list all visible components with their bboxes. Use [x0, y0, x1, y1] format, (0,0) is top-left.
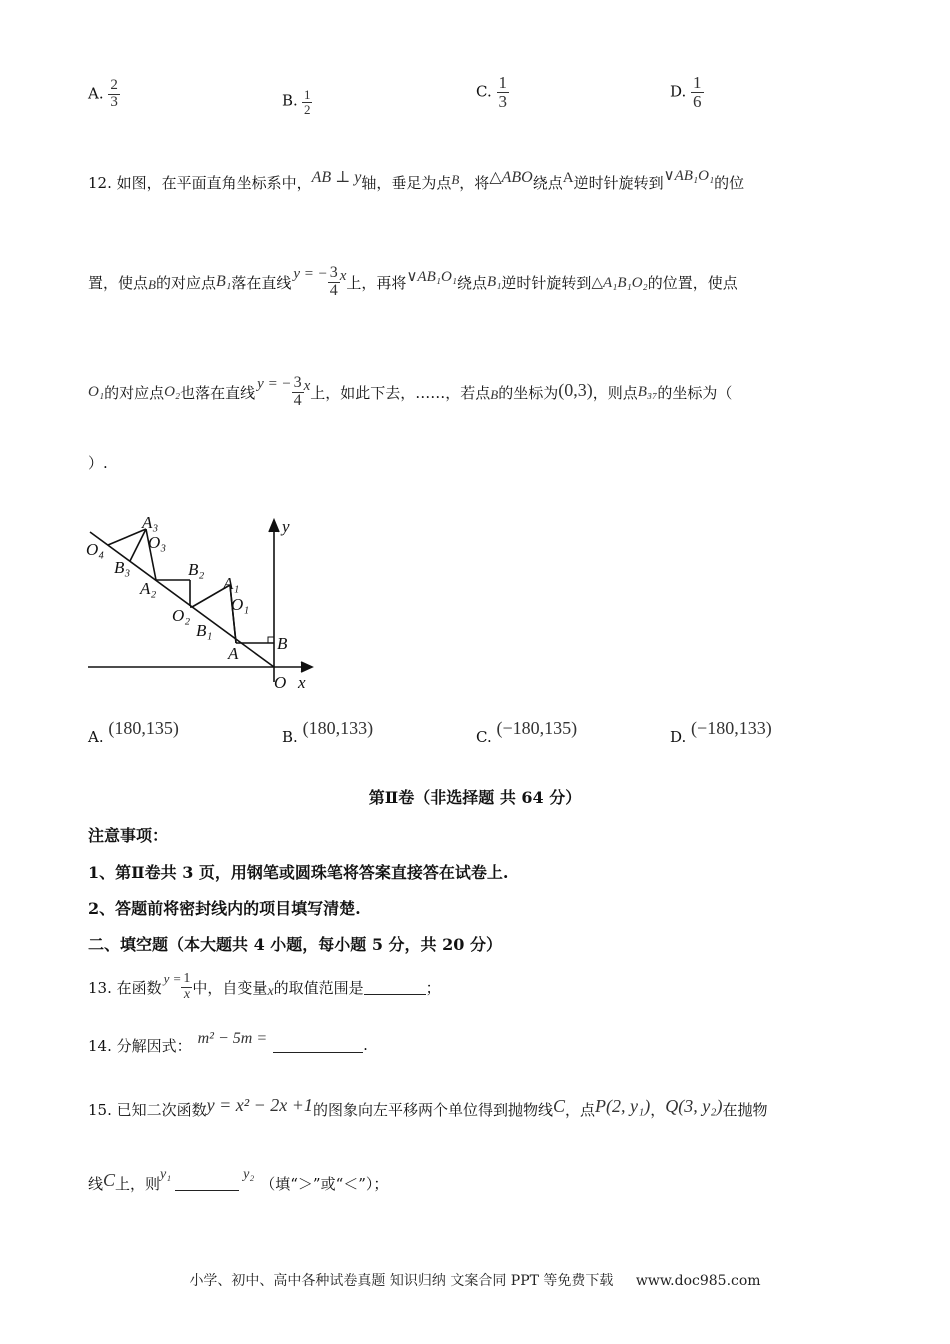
math: B [451, 172, 460, 187]
q12-line-2 [88, 262, 738, 302]
option-label: C. [476, 728, 492, 746]
math: O₁ [88, 383, 105, 400]
numerator: 3 [293, 373, 302, 391]
math: O₂ [164, 383, 181, 400]
q14 [88, 1030, 368, 1060]
math: m² − 5m = [197, 1030, 268, 1047]
q11-option-a [88, 78, 120, 111]
label-b: B [277, 634, 288, 653]
math: y = [163, 971, 182, 986]
text: （填“＞”或“＜”）； [260, 1174, 389, 1193]
q12-option-c [476, 718, 578, 747]
text: ，则点 [592, 383, 638, 402]
denominator: x [183, 986, 191, 1002]
answer-blank[interactable] [175, 1176, 239, 1191]
math: ∨AB₁O₁ [663, 168, 715, 184]
fraction [497, 74, 510, 111]
notice-item-2: 2、答题前将密封线内的项目填写清楚. [88, 899, 361, 918]
option-label: A. [88, 728, 104, 746]
text: 12. 如图，在平面直角坐标系中， [88, 174, 312, 192]
text: 14. 分解因式： [88, 1036, 192, 1055]
label-o2: O₂ [172, 606, 191, 625]
option-value: (−180,135) [496, 718, 578, 738]
label-b3: B₃ [114, 558, 131, 577]
text: 上，如此下去，……，若点 [310, 383, 491, 402]
math: y = − [257, 375, 292, 392]
q12-line-3 [88, 372, 732, 412]
text: . [363, 1036, 368, 1054]
text: 也落在直线 [180, 383, 256, 402]
math: x [339, 267, 347, 284]
math: y₂ [243, 1167, 255, 1182]
option-label: A. [88, 84, 104, 103]
label-b1: B₁ [196, 621, 213, 640]
label-b2: B₂ [188, 560, 205, 579]
text: 置，使点 [88, 273, 149, 292]
label-x: x [298, 673, 306, 692]
section-2-title: 第Ⅱ卷（非选择题 共 64 分） [368, 788, 582, 807]
segment-a3-o4 [108, 529, 146, 545]
footer-text: 小学、初中、高中各种试卷真题 知识归纳 文案合同 PPT 等免费下载 [189, 1273, 614, 1289]
text: 中，自变量 [192, 978, 268, 997]
math: B₁ [487, 273, 502, 290]
option-value: (180,135) [108, 718, 179, 738]
math: Q(3, y₂) [665, 1095, 723, 1116]
text: 的坐标为（ [657, 383, 733, 402]
fraction [181, 972, 192, 1002]
math: C [552, 1095, 565, 1116]
math: C [103, 1169, 116, 1190]
option-value: (180,133) [302, 718, 374, 738]
math: B [148, 277, 156, 292]
numerator: 3 [329, 263, 338, 281]
text: 的位 [714, 174, 745, 192]
option-label: B. [282, 728, 298, 746]
label-o4: O₄ [86, 540, 105, 559]
q12-line-4 [88, 452, 108, 473]
text: 的对应点 [155, 273, 216, 292]
math: A [562, 170, 574, 186]
label-o: O [274, 673, 287, 692]
math: B₁ [215, 273, 232, 290]
text: 的取值范围是 [273, 978, 364, 997]
q11-option-c [476, 74, 509, 111]
text: 的对应点 [104, 383, 165, 402]
math: (0,3) [558, 379, 593, 400]
label-o3: O₃ [148, 533, 167, 552]
fraction [302, 88, 313, 116]
text: ； [425, 978, 441, 997]
text: 的坐标为 [498, 383, 559, 402]
text: 在抛物 [722, 1100, 768, 1119]
text: 绕点 [532, 174, 563, 192]
denominator: 6 [693, 91, 702, 111]
denominator: 3 [498, 91, 507, 111]
option-label: B. [282, 91, 298, 110]
q12-option-b [282, 718, 374, 747]
text: 逆时针旋转到 [573, 174, 664, 192]
footer-link[interactable]: www.doc985.com [635, 1273, 761, 1289]
q13 [88, 966, 441, 1008]
option-label: D. [670, 728, 687, 746]
denominator: 3 [110, 93, 118, 110]
numerator: 1 [498, 73, 507, 92]
text: 13. 在函数 [88, 978, 162, 997]
fraction [108, 78, 120, 111]
q15-line-1 [88, 1092, 767, 1126]
q11-option-d [670, 74, 704, 111]
fraction [328, 265, 340, 300]
math: y₁ [160, 1167, 172, 1182]
option-label: C. [476, 82, 492, 101]
text: 15. 已知二次函数 [88, 1100, 207, 1119]
option-label: D. [670, 82, 687, 101]
text: ， [650, 1100, 666, 1119]
denominator: 4 [329, 281, 338, 299]
label-a3: A₃ [142, 513, 159, 532]
math: y = x² − 2x +1 [206, 1094, 313, 1115]
fraction [691, 74, 704, 111]
x-axis-arrow [301, 662, 312, 672]
math: △A₁B₁O₂ [591, 274, 648, 291]
answer-blank[interactable] [273, 1038, 363, 1053]
text: ，将 [459, 174, 490, 192]
footer [0, 1270, 950, 1290]
denominator: 4 [293, 391, 302, 409]
text: ，点 [564, 1100, 595, 1119]
fraction [292, 375, 304, 410]
text: 的位置，使点 [647, 273, 738, 292]
segment-a3-b3 [130, 529, 146, 561]
right-angle-mark-b [268, 637, 274, 643]
answer-blank[interactable] [364, 980, 426, 995]
q12-option-d [670, 718, 772, 747]
denominator: 2 [303, 101, 311, 117]
text: 的图象向左平移两个单位得到抛物线 [312, 1100, 553, 1119]
label-y: y [282, 517, 290, 536]
math: x [303, 377, 311, 394]
fill-in-section-title: 二、填空题（本大题共 4 小题，每小题 5 分，共 20 分） [88, 935, 502, 954]
q12-option-a [88, 718, 179, 747]
text: 逆时针旋转到 [501, 273, 592, 292]
math: y = − [293, 265, 328, 282]
label-a: A [228, 644, 239, 663]
math: P(2, y₁) [594, 1095, 651, 1116]
math: ∨AB₁O₁ [406, 268, 458, 285]
segment-a-o1 [230, 585, 236, 643]
label-a2: A₂ [140, 579, 157, 598]
text: ）. [88, 454, 108, 472]
q12-line-1 [88, 168, 745, 193]
q15-line-2 [88, 1166, 388, 1200]
math: B [490, 387, 499, 402]
numerator: 2 [110, 77, 118, 93]
label-a1: A₁ [223, 574, 240, 593]
numerator: 1 [693, 73, 702, 92]
text: 落在直线 [231, 273, 292, 292]
notice-heading: 注意事项： [88, 826, 169, 845]
math: x [267, 984, 274, 999]
text: 上，则 [115, 1174, 161, 1193]
math: AB ⊥ y [311, 169, 362, 186]
rotation-figure [84, 510, 324, 692]
label-o1: O₁ [231, 595, 250, 614]
text: 线 [88, 1174, 104, 1193]
text: 轴，垂足为点 [361, 174, 452, 192]
math: B₃₇ [637, 383, 658, 400]
option-value: (−180,133) [691, 718, 772, 738]
numerator: 1 [183, 970, 191, 986]
text: 上，再将 [346, 273, 407, 292]
q11-option-b [282, 88, 312, 116]
math: △ABO [489, 169, 533, 186]
numerator: 1 [303, 87, 311, 102]
y-axis-arrow [269, 520, 279, 532]
text: 绕点 [457, 273, 488, 292]
notice-item-1: 1、第Ⅱ卷共 3 页，用钢笔或圆珠笔将答案直接答在试卷上. [88, 863, 509, 882]
